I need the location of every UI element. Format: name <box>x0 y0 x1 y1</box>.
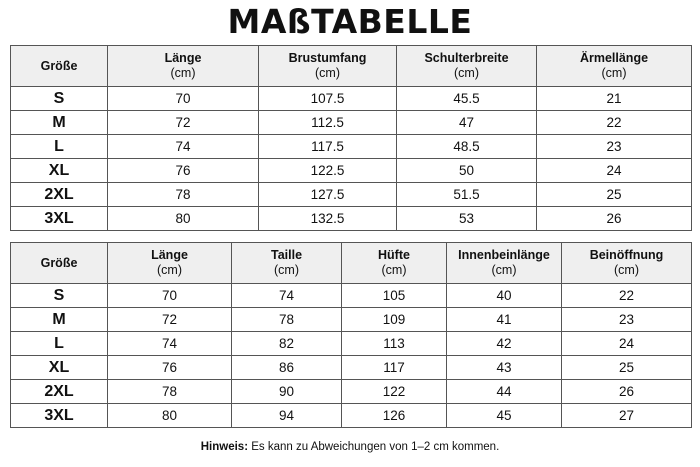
size-table-top <box>10 45 692 231</box>
table-row <box>11 308 692 332</box>
table-cell: 72 <box>108 111 259 135</box>
table-cell: 94 <box>232 404 342 428</box>
table-cell: 25 <box>562 356 692 380</box>
table-row <box>11 404 692 428</box>
size-label-cell: L <box>11 135 108 159</box>
column-header-unit: (cm) <box>381 263 407 277</box>
column-header-name: Größe <box>40 255 78 270</box>
table-row <box>11 87 692 111</box>
size-label-cell: 2XL <box>11 183 108 207</box>
footnote-label: Hinweis: <box>200 441 249 453</box>
table-cell: 74 <box>232 284 342 308</box>
table-cell: 24 <box>537 159 692 183</box>
table-cell: 47 <box>397 111 537 135</box>
table-cell: 90 <box>232 380 342 404</box>
table-cell: 25 <box>537 183 692 207</box>
column-header <box>447 243 562 284</box>
size-label-cell: S <box>11 87 108 111</box>
table-cell: 45.5 <box>397 87 537 111</box>
column-header-unit: (cm) <box>614 263 639 277</box>
table-cell: 42 <box>447 332 562 356</box>
table-cell: 72 <box>108 308 232 332</box>
column-header <box>108 243 232 284</box>
column-header-name: Länge <box>164 51 202 65</box>
table-cell: 80 <box>108 207 259 231</box>
table-cell: 127.5 <box>259 183 397 207</box>
size-table-bottom <box>10 242 692 428</box>
table-cell: 48.5 <box>397 135 537 159</box>
table-cell: 26 <box>537 207 692 231</box>
size-label-cell: M <box>11 111 108 135</box>
table-cell: 22 <box>537 111 692 135</box>
table-cell: 122 <box>342 380 447 404</box>
table-row <box>11 332 692 356</box>
table-cell: 112.5 <box>259 111 397 135</box>
column-header-unit: (cm) <box>274 263 299 277</box>
table-row <box>11 284 692 308</box>
table-cell: 105 <box>342 284 447 308</box>
table-cell: 76 <box>108 159 259 183</box>
table-cell: 76 <box>108 356 232 380</box>
column-header-name: Brustumfang <box>288 51 367 65</box>
size-label-cell: XL <box>11 159 108 183</box>
table-cell: 44 <box>447 380 562 404</box>
table-row <box>11 356 692 380</box>
column-header <box>11 46 108 87</box>
table-cell: 113 <box>342 332 447 356</box>
table-cell: 45 <box>447 404 562 428</box>
table-row <box>11 159 692 183</box>
column-header-name: Größe <box>40 58 78 73</box>
table-cell: 53 <box>397 207 537 231</box>
table-cell: 24 <box>562 332 692 356</box>
column-header-unit: (cm) <box>454 66 479 80</box>
table-cell: 80 <box>108 404 232 428</box>
table-cell: 26 <box>562 380 692 404</box>
column-header <box>397 46 537 87</box>
column-header-unit: (cm) <box>157 263 182 277</box>
table-cell: 70 <box>108 87 259 111</box>
column-header-name: Schulterbreite <box>424 51 509 65</box>
column-header <box>342 243 447 284</box>
size-label-cell: 2XL <box>11 380 108 404</box>
table-cell: 132.5 <box>259 207 397 231</box>
column-header-name: Ärmellänge <box>579 51 649 65</box>
table-row <box>11 111 692 135</box>
table-cell: 27 <box>562 404 692 428</box>
column-header-unit: (cm) <box>315 66 340 80</box>
footnote-text: Es kann zu Abweichungen von 1–2 cm kommen. <box>251 441 500 453</box>
table-row <box>11 135 692 159</box>
column-header-name: Länge <box>151 248 188 262</box>
table-cell: 78 <box>108 380 232 404</box>
table-row <box>11 207 692 231</box>
column-header <box>232 243 342 284</box>
column-header <box>537 46 692 87</box>
size-label-cell: 3XL <box>11 207 108 231</box>
column-header <box>562 243 692 284</box>
table-cell: 40 <box>447 284 562 308</box>
column-header-name: Taille <box>270 248 303 262</box>
size-label-cell: S <box>11 284 108 308</box>
table-cell: 41 <box>447 308 562 332</box>
table-cell: 50 <box>397 159 537 183</box>
table-cell: 51.5 <box>397 183 537 207</box>
table-cell: 21 <box>537 87 692 111</box>
table-header-row <box>11 46 692 87</box>
page-title: MAßTABELLE <box>227 2 473 41</box>
column-header <box>108 46 259 87</box>
table-cell: 122.5 <box>259 159 397 183</box>
column-header-name: Innenbeinlänge <box>458 248 550 262</box>
size-label-cell: M <box>11 308 108 332</box>
table-cell: 70 <box>108 284 232 308</box>
table-cell: 23 <box>537 135 692 159</box>
table-cell: 86 <box>232 356 342 380</box>
column-header <box>259 46 397 87</box>
column-header-name: Hüfte <box>378 248 410 262</box>
table-cell: 117.5 <box>259 135 397 159</box>
table-header-row <box>11 243 692 284</box>
table-cell: 78 <box>108 183 259 207</box>
table-cell: 23 <box>562 308 692 332</box>
size-label-cell: L <box>11 332 108 356</box>
table-cell: 74 <box>108 135 259 159</box>
table-cell: 78 <box>232 308 342 332</box>
table-cell: 109 <box>342 308 447 332</box>
column-header-unit: (cm) <box>601 66 627 80</box>
table-cell: 117 <box>342 356 447 380</box>
table-row <box>11 380 692 404</box>
table-cell: 74 <box>108 332 232 356</box>
column-header <box>11 243 108 284</box>
table-cell: 43 <box>447 356 562 380</box>
table-row <box>11 183 692 207</box>
table-cell: 126 <box>342 404 447 428</box>
column-header-unit: (cm) <box>491 263 517 277</box>
footnote <box>0 441 700 453</box>
table-cell: 82 <box>232 332 342 356</box>
size-label-cell: 3XL <box>11 404 108 428</box>
column-header-name: Beinöffnung <box>589 248 664 262</box>
column-header-unit: (cm) <box>170 66 196 80</box>
table-cell: 107.5 <box>259 87 397 111</box>
table-cell: 22 <box>562 284 692 308</box>
size-label-cell: XL <box>11 356 108 380</box>
